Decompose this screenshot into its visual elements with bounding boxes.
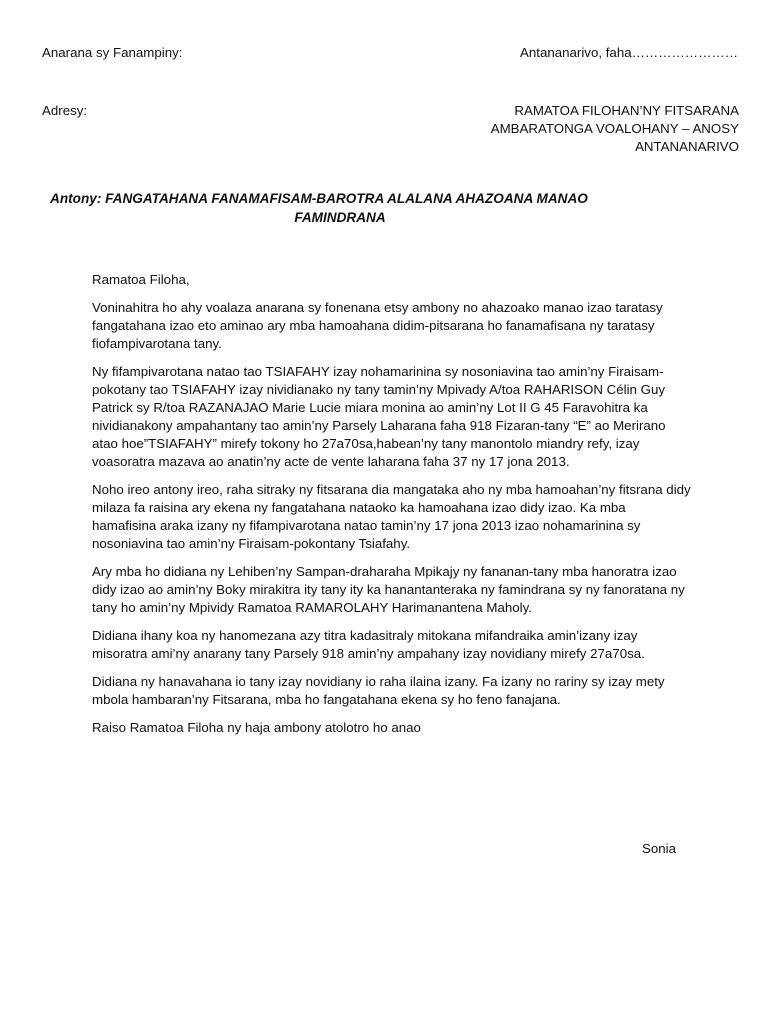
body-paragraph: Didiana ny hanavahana io tany izay novidiany io raha ilaina izany. Fa izany no rariny sy izay mety mbola hambaran’ny Fitsarana, mba ho fangatahana ekena sy ho feno fanajana. xyxy=(92,674,665,707)
recipient-line: ANTANANARIVO xyxy=(635,139,739,154)
recipient-line: RAMATOA FILOHAN’NY FITSARANA xyxy=(514,103,739,118)
recipient-line: AMBARATONGA VOALOHANY – ANOSY xyxy=(490,121,739,136)
subject-line-2: FAMINDRANA xyxy=(294,210,386,225)
place-date-line: Antananarivo, faha…………………… xyxy=(519,45,738,60)
recipient-address-block xyxy=(491,102,739,156)
body-paragraph: Ary mba ho didiana ny Lehiben’ny Sampan-draharaha Mpikajy ny fananan-tany mba hanoratra izao didy izao ao amin’ny Boky mirakitra ity tany ity ka hanantanteraka ny famindrana sy ny fanoratana ny tany ho amin’ny Mpividy Ramatoa RAMAROLAHY Harimanantena Maholy. xyxy=(92,564,685,615)
body-paragraph: Noho ireo antony ireo, raha sitraky ny fitsarana dia mangataka aho ny mba hamoahan’ny fitsrana didy milaza fa raisina ary ekena ny fangatahana nataoko ka hamoahana izao didy izao. Ka mba hamafisina araka izany ny fifampivarotana natao tamin’ny 17 jona 2013 izao nohamarinina sy nosoniavina tao amin’ny Firaisam-pokontany Tsiafahy. xyxy=(92,482,691,551)
address-label: Adresy: xyxy=(42,103,88,118)
letter-body xyxy=(92,271,692,747)
signature: Sonia xyxy=(641,841,676,856)
salutation: Ramatoa Filoha, xyxy=(92,272,190,287)
sender-name-label: Anarana sy Fanampiny: xyxy=(42,45,183,60)
closing-paragraph: Raiso Ramatoa Filoha ny haja ambony atolotro ho anao xyxy=(92,720,421,735)
body-paragraph: Ny fifampivarotana natao tao TSIAFAHY izay nohamarinina sy nosoniavina tao amin’ny Firaisam-pokotany tao TSIAFAHY izay nividianako ny tany tamin’ny Mpivady A/toa RAHARISON Célin Guy Patrick sy R/toa RAZANAJAO Marie Lucie miara monina ao amin’ny Lot II G 45 Faravohitra ka nividianakony ampahantany tao amin’ny Parsely Laharana faha 918 Fizaran-tany “E” ao Merirano atao hoe”TSIAFAHY” mirefy tokony ho 27a70sa,habean’ny tany manontolo miandry refy, izay voasoratra mazava ao anatin’ny acte de vente laharana faha 37 ny 17 jona 2013. xyxy=(92,364,666,469)
body-paragraph: Didiana ihany koa ny hanomezana azy titra kadasitraly mitokana mifandraika amin’izany izay misoratra ami’ny anarany tany Parsely 918 amin’ny ampahany izay novidiany mirefy 27a70sa. xyxy=(92,628,645,661)
subject-line-1: Antony: FANGATAHANA FANAMAFISAM-BAROTRA ALALANA AHAZOANA MANAO xyxy=(50,191,588,206)
body-paragraph: Voninahitra ho ahy voalaza anarana sy fonenana etsy ambony no ahazoako manao izao taratasy fangatahana izao eto aminao ary mba hamoahana didim-pitsarana ho fanamafisana ny taratasy fiofampivarotana tany. xyxy=(92,300,663,351)
subject-heading xyxy=(50,189,690,227)
